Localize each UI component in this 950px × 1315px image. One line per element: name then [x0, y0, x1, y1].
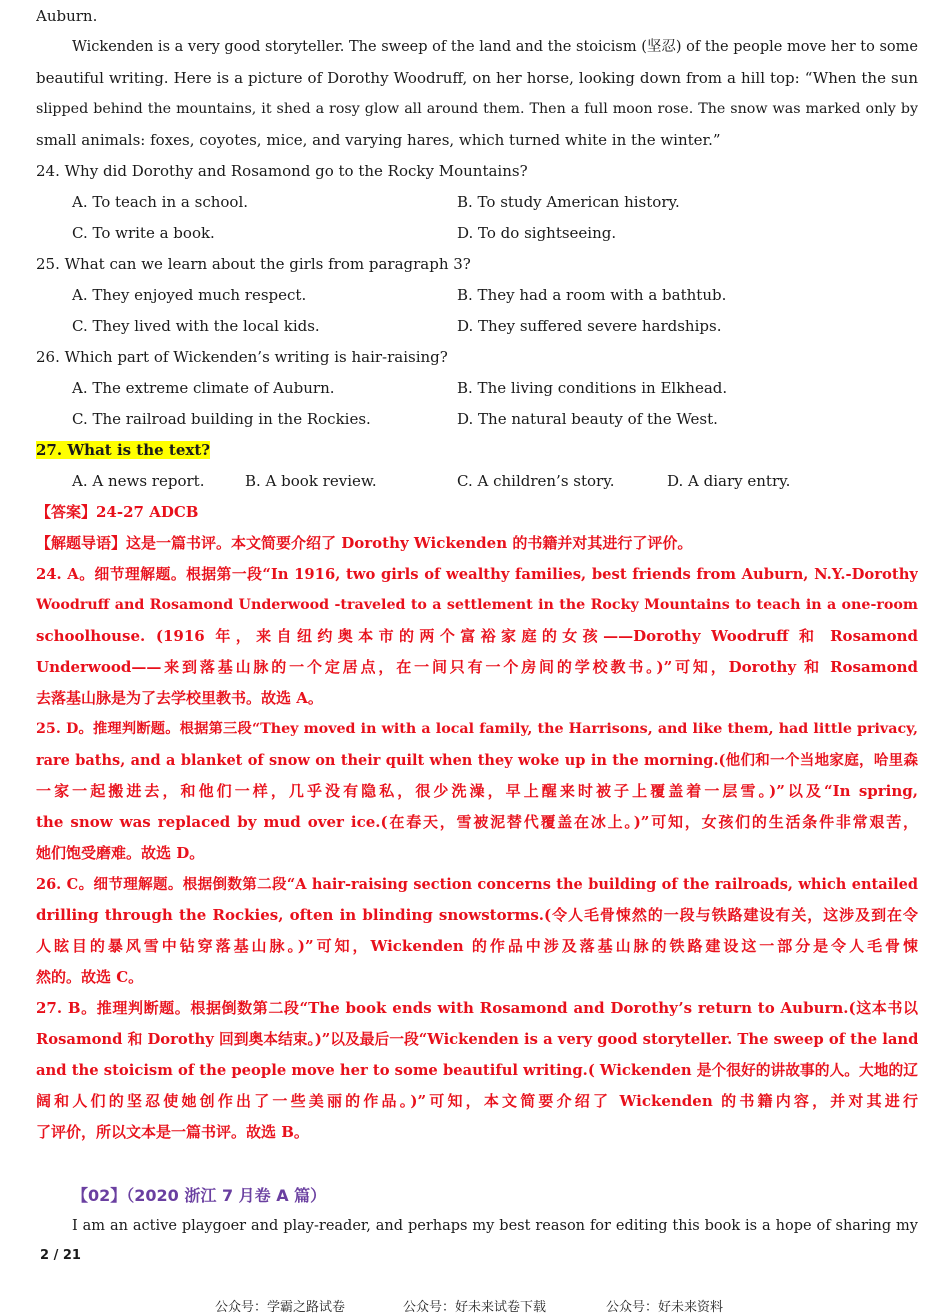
answer-option: D. They suffered severe hardships. [457, 317, 722, 335]
passage-line: small animals: foxes, coyotes, mice, and varying hares, which turned white in the winter.” [36, 131, 721, 149]
explanation-line: 她们饱受磨难。故选 D。 [36, 844, 205, 862]
explanation-line: 人眩目的暴风雪中钻穿落基山脉。)”可知，Wickenden 的作品中涉及落基山脉的铁路建设这一部分是令人毛骨悚 [36, 937, 918, 955]
answer-option: C. They lived with the local kids. [72, 317, 320, 335]
answer-option: D. The natural beauty of the West. [457, 410, 718, 428]
explanation-line: 25. D。推理判断题。根据第三段“They moved in with a local family, the Harrisons, and like them, had little privacy, [36, 721, 918, 737]
answer-option: D. A diary entry. [667, 472, 791, 490]
explanation-line: Underwood——来到落基山脉的一个定居点，在一间只有一个房间的学校教书。)”可知，Dorothy 和 Rosamond [36, 658, 918, 676]
explanation-line: 然的。故选 C。 [36, 968, 144, 986]
footer-wechat-3: 公众号：好未来资料 [606, 1300, 724, 1315]
explanation-line: drilling through the Rockies, often in blinding snowstorms.(令人毛骨悚然的一段与铁路建设有关，这涉及到在令 [36, 906, 918, 924]
answer-option: A. The extreme climate of Auburn. [72, 379, 335, 397]
question-stem: 25. What can we learn about the girls from paragraph 3? [36, 255, 471, 273]
question-stem: 26. Which part of Wickenden’s writing is hair-raising? [36, 348, 448, 366]
explanation-line: 一家一起搬进去，和他们一样，几乎没有隐私，很少洗澡，早上醒来时被子上覆盖着一层雪。)”以及“In spring, [36, 782, 918, 800]
explanation-line: 26. C。细节理解题。根据倒数第二段“A hair-raising section concerns the building of the railroads, which entailed [36, 876, 918, 893]
answer-option: B. They had a room with a bathtub. [457, 286, 727, 304]
passage-line: Auburn. [36, 7, 98, 25]
passage-line: slipped behind the mountains, it shed a rosy glow all around them. Then a full moon rose. The snow was marked only by [36, 101, 918, 117]
explanation-line: 27. B。推理判断题。根据倒数第二段“The book ends with Rosamond and Dorothy’s return to Auburn.(这本书以 [36, 999, 918, 1017]
answer-option: B. The living conditions in Elkhead. [457, 379, 728, 397]
explanation-line: 阔和人们的坚忍使她创作出了一些美丽的作品。)”可知，本文简要介绍了 Wickenden 的书籍内容，并对其进行 [36, 1092, 918, 1110]
section-title: 【02】（2020 浙江 7 月卷 A 篇） [72, 1186, 327, 1205]
explanation-line: 去落基山脉是为了去学校里教书。故选 A。 [36, 689, 323, 707]
answer-option: B. A book review. [245, 472, 377, 490]
explanation-line: 了评价，所以文本是一篇书评。故选 B。 [36, 1123, 309, 1141]
explanation-line: 24. A。细节理解题。根据第一段“In 1916, two girls of wealthy families, best friends from Auburn, N.Y.-Dorothy [36, 566, 918, 583]
question-stem-highlighted [36, 435, 210, 466]
footer-wechat-1: 公众号：学霸之路试卷 [215, 1300, 346, 1315]
passage-line: I am an active playgoer and play-reader, and perhaps my best reason for editing this book is a hope of sharing my [72, 1218, 918, 1234]
explanation-line: rare baths, and a blanket of snow on their quilt when they woke up in the morning.(他们和一个当地家庭，哈里森 [36, 752, 918, 769]
passage-line: beautiful writing. Here is a picture of Dorothy Woodruff, on her horse, looking down from a hill top: “When the sun [36, 69, 918, 87]
answer-option: C. A children’s story. [457, 472, 615, 490]
answer-option: B. To study American history. [457, 193, 680, 211]
explanation-line: the snow was replaced by mud over ice.(在春天，雪被泥替代覆盖在冰上。)”可知，女孩们的生活条件非常艰苦， [36, 813, 918, 831]
question-stem: 24. Why did Dorothy and Rosamond go to the Rocky Mountains? [36, 162, 528, 180]
answer-option: C. The railroad building in the Rockies. [72, 410, 371, 428]
answer-key: 【答案】24-27 ADCB [36, 503, 199, 521]
explanation-line: Rosamond 和 Dorothy 回到奥本结束。)”以及最后一段“Wickenden is a very good storyteller. The sweep of the land [36, 1031, 918, 1048]
answer-option: D. To do sightseeing. [457, 224, 617, 242]
answer-option: A. They enjoyed much respect. [72, 286, 307, 304]
passage-line: Wickenden is a very good storyteller. The sweep of the land and the stoicism (坚忍) of the people move her to some [72, 39, 918, 55]
answer-option: C. To write a book. [72, 224, 215, 242]
footer-wechat-2: 公众号：好未来试卷下载 [403, 1300, 547, 1315]
answer-option: A. A news report. [72, 472, 205, 490]
explanation-intro: 【解题导语】这是一篇书评。本文简要介绍了 Dorothy Wickenden 的书籍并对其进行了评价。 [36, 534, 693, 552]
highlighted-question: 27. What is the text? [36, 441, 211, 459]
explanation-line: Woodruff and Rosamond Underwood -traveled to a settlement in the Rocky Mountains to teach in a one-room [36, 597, 918, 613]
answer-option: A. To teach in a school. [72, 193, 249, 211]
explanation-line: schoolhouse. (1916 年，来自纽约奥本市的两个富裕家庭的女孩——Dorothy Woodruff 和 Rosamond [36, 627, 918, 645]
page-number: 2 / 21 [40, 1248, 81, 1263]
explanation-line: and the stoicism of the people move her to some beautiful writing.( Wickenden 是个很好的讲故事的人。大地的辽 [36, 1062, 918, 1079]
